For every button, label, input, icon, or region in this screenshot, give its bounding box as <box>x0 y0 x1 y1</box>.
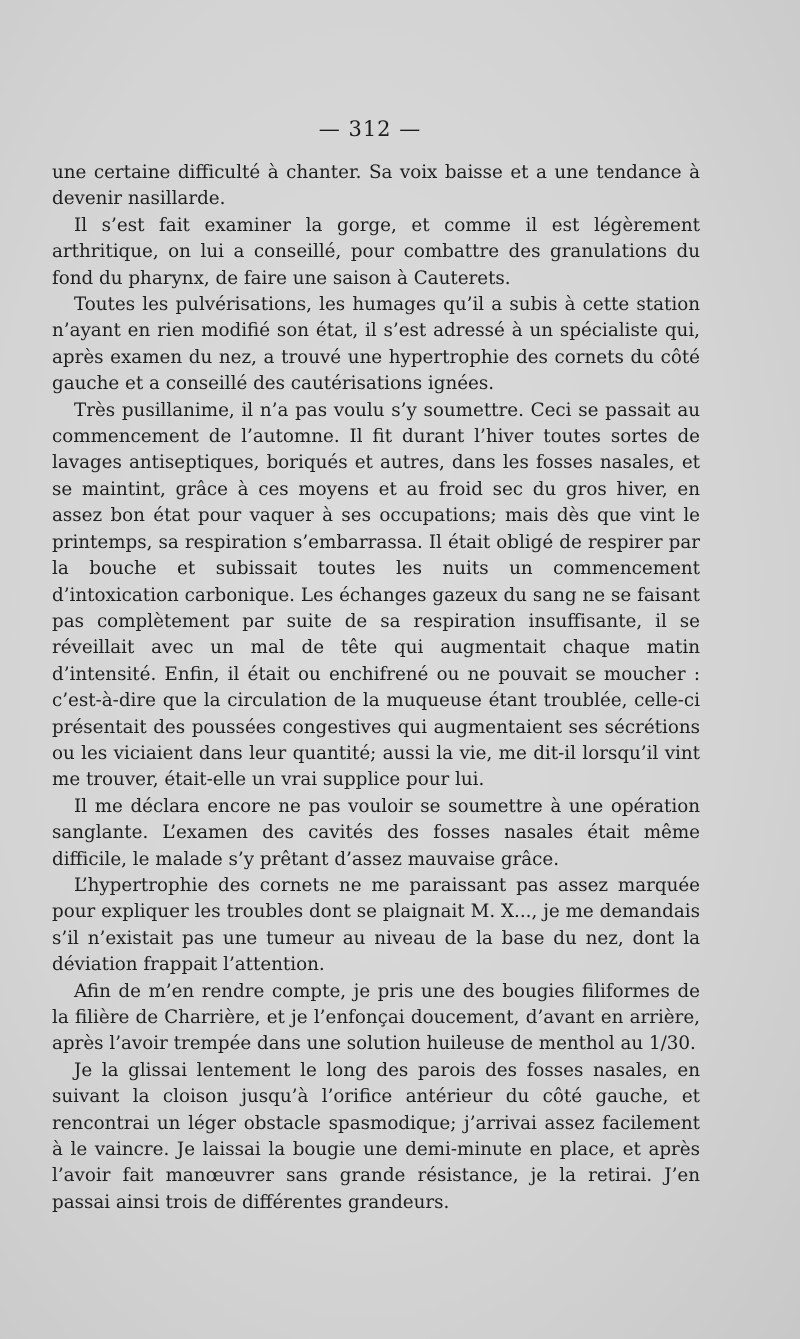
paragraph-continuation: une certaine difficulté à chanter. Sa voix baisse et a une tendance à devenir nasillarde. <box>52 162 700 210</box>
paragraph: Il s’est fait examiner la gorge, et comme il est légèrement arthritique, on lui a conseillé, pour combattre des granulations du fond du pharynx, de faire une saison à Cauterets. <box>52 214 700 289</box>
body-text <box>52 160 700 1216</box>
paragraph: Afin de m’en rendre compte, je pris une des bougies filiformes de la filière de Charrière, et je l’enfonçai doucement, d’avant en arrière, après l’avoir trempée dans une solution huileuse de menthol au 1/30. <box>52 980 700 1055</box>
paragraph: Toutes les pulvérisations, les humages qu’il a subis à cette station n’ayant en rien modifié son état, il s’est adressé à un spécialiste qui, après examen du nez, a trouvé une hypertrophie des cornets du côté gauche et a conseillé des cautérisations ignées. <box>52 294 700 395</box>
paragraph: Je la glissai lentement le long des parois des fosses nasales, en suivant la cloison jusqu’à l’orifice antérieur du côté gauche, et rencontrai un léger obstacle spasmodique; j’arrivai assez facilement à le vaincre. Je laissai la bougie une demi-minute en place, et après l’avoir fait manœuvrer sans grande résistance, je la retirai. J’en passai ainsi trois de différentes grandeurs. <box>52 1059 700 1213</box>
paragraph: L’hypertrophie des cornets ne me paraissant pas assez marquée pour expliquer les troubles dont se plaignait M. X..., je me demandais s’il n’existait pas une tumeur au niveau de la base du nez, dont la déviation frappait l’attention. <box>52 874 700 976</box>
paragraph: Très pusillanime, il n’a pas voulu s’y soumettre. Ceci se passait au commencement de l’automne. Il fit durant l’hiver toutes sortes de lavages antiseptiques, boriqués et autres, dans les fosses nasales, et se maintint, grâce à ces moyens et au froid sec du gros hiver, en assez bon état pour vaquer à ses occupations; mais dès que vint le printemps, sa respiration s’embarrassa. Il était obligé de respirer par la bouche et subissait toutes les nuits un commencement d’intoxication carbonique. Les échanges gazeux du sang ne se faisant pas complètement par suite de sa respiration insuffisante, il se réveillait avec un mal de tête qui augmentait chaque matin d’intensité. Enfin, il était ou enchifrené ou ne pouvait se moucher : c’est-à-dire que la circulation de la muqueuse étant troublée, celle-ci présentait des poussées congestives qui augmentaient ses sécrétions ou les viciaient dans leur quantité; aussi la vie, me dit-il lorsqu’il vint me trouver, était-elle un vrai supplice pour lui. <box>52 399 700 791</box>
page-number: — 312 — <box>318 117 422 141</box>
paragraph: Il me déclara encore ne pas vouloir se soumettre à une opération sanglante. L’examen des cavités des fosses nasales était même difficile, le malade s’y prêtant d’assez mauvaise grâce. <box>52 795 700 870</box>
